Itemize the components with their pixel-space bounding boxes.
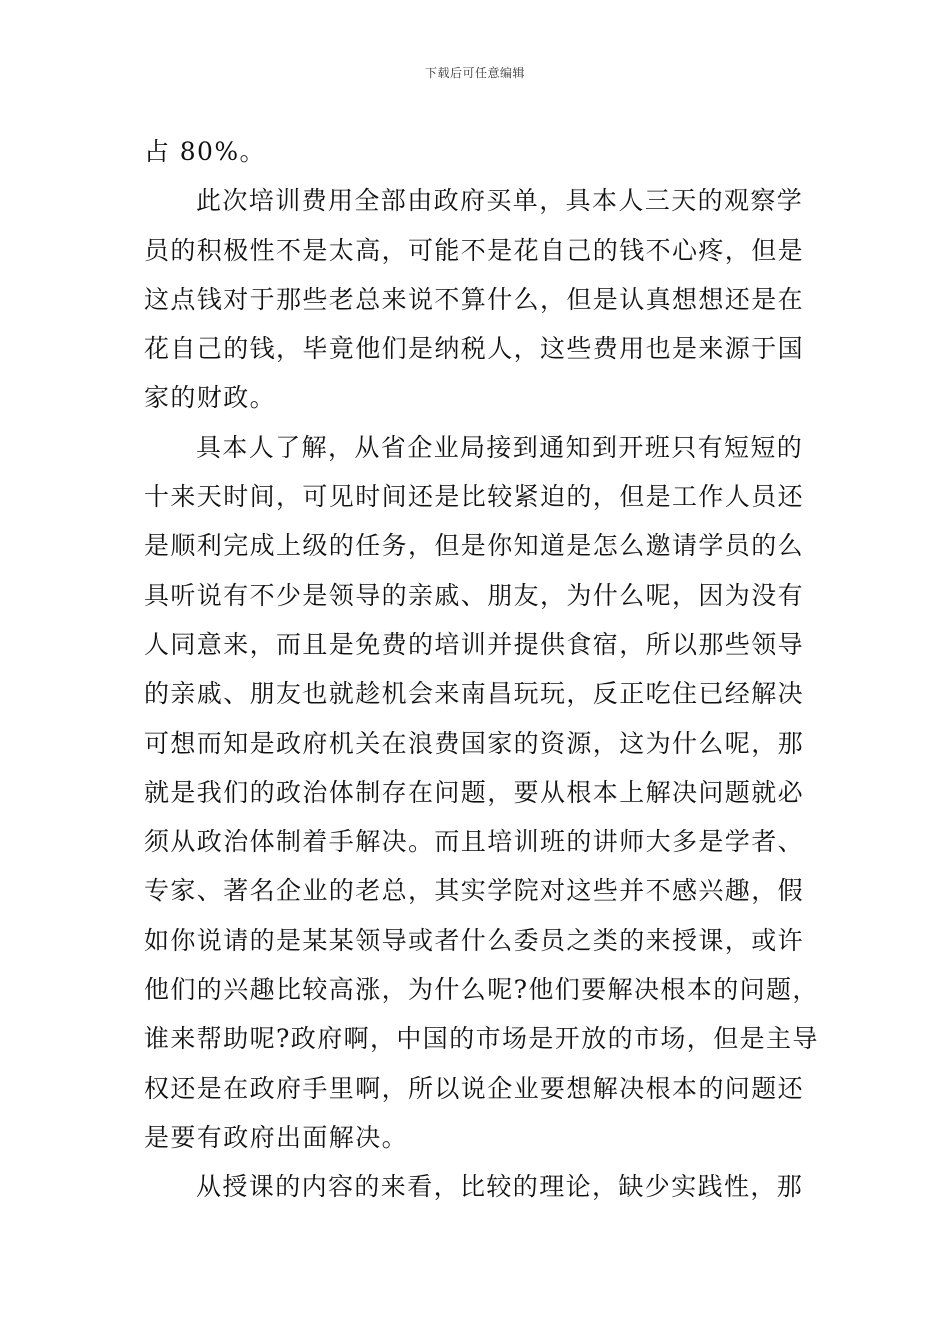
text-line: 这点钱对于那些老总来说不算什么，但是认真想想还是在: [144, 284, 805, 314]
text-line: 权还是在政府手里啊，所以说企业要想解决根本的问题还: [144, 1073, 805, 1103]
text-line: 专家、著名企业的老总，其实学院对这些并不感兴趣，假: [144, 876, 805, 906]
text-line: 人同意来，而且是免费的培训并提供食宿，所以那些领导: [144, 629, 805, 659]
text-line: 他们的兴趣比较高涨，为什么呢?他们要解决根本的问题，: [144, 975, 819, 1005]
text-line: 可想而知是政府机关在浪费国家的资源，这为什么呢，那: [144, 728, 805, 758]
text-line: 占 80%。: [144, 137, 266, 166]
text-line: 须从政治体制着手解决。而且培训班的讲师大多是学者、: [144, 827, 805, 857]
text-line: 具听说有不少是领导的亲戚、朋友，为什么呢，因为没有: [144, 580, 805, 610]
text-line: 的亲戚、朋友也就趁机会来南昌玩玩，反正吃住已经解决: [144, 679, 805, 709]
page-header: 下载后可任意编辑: [424, 66, 525, 80]
text-line: 如你说请的是某某领导或者什么委员之类的来授课，或许: [144, 925, 805, 955]
text-line: 就是我们的政治体制存在问题，要从根本上解决问题就必: [144, 777, 805, 807]
text-line: 具本人了解，从省企业局接到通知到开班只有短短的: [196, 432, 804, 462]
text-line: 是顺利完成上级的任务，但是你知道是怎么邀请学员的么: [144, 531, 805, 561]
text-line: 十来天时间，可见时间还是比较紧迫的，但是工作人员还: [144, 482, 805, 512]
text-line: 家的财政。: [144, 383, 277, 413]
text-line: 花自己的钱，毕竟他们是纳税人，这些费用也是来源于国: [144, 334, 805, 364]
text-line: 从授课的内容的来看，比较的理论，缺少实践性，那: [196, 1172, 804, 1202]
text-line: 此次培训费用全部由政府买单，具本人三天的观察学: [196, 186, 804, 216]
text-line: 是要有政府出面解决。: [144, 1122, 409, 1152]
body-text: [144, 127, 819, 1212]
text-line: 谁来帮助呢?政府啊，中国的市场是开放的市场，但是主导: [144, 1024, 819, 1054]
text-line: 员的积极性不是太高，可能不是花自己的钱不心疼，但是: [144, 235, 805, 265]
